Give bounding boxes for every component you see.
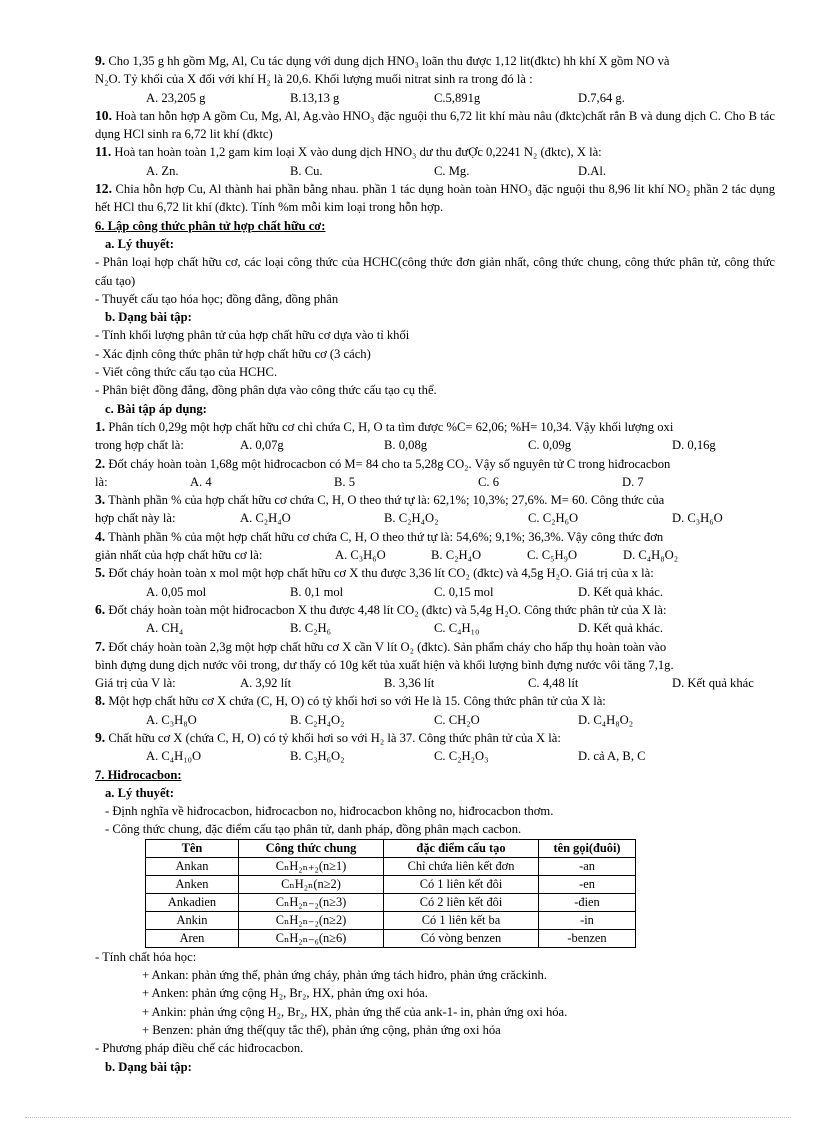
s6-question-6-options [95,619,775,637]
option-a: A. Zn. [146,163,179,178]
table-row [146,911,636,929]
col-header-structure: đặc điểm cấu tạo [384,839,539,857]
s6-question-4: 4. Thành phần % của một hợp chất hữu cơ chứa C, H, O theo thứ tự là: 54,6%; 9,1%; 36,3%. Vậy công thức đơn [95,528,664,544]
cell-structure: Có 1 liên kết đôi [384,875,539,893]
cell-formula: CₙH₂ₙ(n≥2) [239,875,384,893]
option-c: C. C₅H₉O [527,548,578,563]
question-12: 12. Chia hỗn hợp Cu, Al thành hai phần bằng nhau. phần 1 tác dụng hoàn toàn HNO₃ đặc nguội thu 8,96 lit khí NO₂ phần 2 tác dụng hết HCl thu 6,72 lit khí (đktc). Tính %m mỗi kim loại trong hỗn hợp. [95,181,775,215]
s6-question-8: 8. Một hợp chất hữu cơ X chứa (C, H, O) có tỷ khối hơi so với He là 15. Công thức phân tử của X là: [95,693,606,709]
section-6-type-2: - Xác định công thức phân tử hợp chất hữu cơ (3 cách) [95,346,371,361]
section-7-prop-benzen: + Benzen: phản ứng thế(quy tắc thế), phản ứng cộng, phản ứng oxi hóa [142,1022,501,1037]
question-11: 11. Hoà tan hoàn toàn 1,2 gam kim loại X vào dung dịch HNO₃ dư thu đưỢc 0,2241 N₂ (đktc), X là: [95,144,602,160]
option-a: A. 3,92 lít [240,676,292,691]
option-d: D. C₃H₆O [672,511,723,526]
section-7-prep: - Phương pháp điều chế các hiđrocacbon. [95,1041,304,1056]
cell-formula: CₙH₂ₙ₋₆(n≥6) [239,929,384,947]
s6-question-3: 3. Thành phần % của hợp chất hữu cơ chứa C, H, O theo thứ tự là: 62,1%; 10,3%; 27,6%. M= 60. Công thức của [95,492,665,508]
option-c: C. 0,15 mol [434,584,494,599]
s6-question-3-cont: hợp chất này là: A. C₂H₄O B. C₂H₄O₂ C. C₂H₆O D. C₃H₆O [95,509,775,527]
cell-structure: Có 1 liên kết ba [384,911,539,929]
option-d: D.Al. [578,163,606,178]
table-row [146,893,636,911]
option-b: B. C₂H₄O₂ [290,712,345,727]
cell-name: Ankan [146,857,239,875]
option-b: B. C₂H₄O₂ [384,511,439,526]
option-a: A. CH₄ [146,621,184,636]
section-6-types-heading: b. Dạng bài tập: [105,310,192,325]
s6-question-2-cont: là: A. 4 B. 5 C. 6 D. 7 [95,473,775,491]
option-d: D. Kết quả khác. [578,621,663,636]
cell-suffix: -đien [539,893,636,911]
option-b: B.13,13 g [290,90,340,105]
s6-question-1-cont: trong hợp chất là: A. 0,07g B. 0,08g C. 0,09g D. 0,16g [95,436,775,454]
cell-name: Aren [146,929,239,947]
option-c: C. 6 [478,474,499,489]
s6-question-9: 9. Chất hữu cơ X (chứa C, H, O) có tỷ khối hơi so với H₂ là 37. Công thức phân tử của X là: [95,729,561,745]
question-9-line1: 9. Cho 1,35 g hh gồm Mg, Al, Cu tác dụng với dung dịch HNO₃ loãn thu được 1,12 lit(đktc) hh khí X gồm NO và [95,53,670,68]
option-c: C. 0,09g [528,438,572,453]
s6-question-7-cont: Giá trị của V là: A. 3,92 lít B. 3,36 lít C. 4,48 lít D. Kết quả khác [95,674,775,692]
option-d: D.7,64 g. [578,90,625,105]
section-7-theory-1: - Định nghĩa về hiđrocacbon, hiđrocacbon no, hiđrocacbon không no, hiđrocacbon thơm. [105,804,554,819]
table-header-row [146,839,636,857]
question-10: 10. Hoà tan hỗn hợp A gồm Cu, Mg, Al, Ag.vào HNO₃ đặc nguội thu 6,72 lit khí màu nâu (đktc)chất rắn B và dung dịch C. Cho B tác dụng HCl sinh ra 6,72 lit khí (đktc) [95,107,775,142]
cell-name: Ankadien [146,893,239,911]
cell-formula: CₙH₂ₙ₊₂(n≥1) [239,857,384,875]
document-page [95,52,775,1076]
cell-structure: Chỉ chứa liên kết đơn [384,857,539,875]
option-a: A. 23,205 g [146,90,206,105]
section-6-type-3: - Viết công thức cấu tạo của HCHC. [95,365,278,380]
section-7-prop-ankan: + Ankan: phản ứng thế, phản ứng cháy, phản ứng tách hiđro, phản ứng crăckinh. [142,968,548,983]
option-b: B. 5 [334,474,355,489]
section-7-props-heading: - Tính chất hóa học: [95,949,197,964]
option-c: C. CH₂O [434,712,480,727]
cell-suffix: -an [539,857,636,875]
s6-question-5: 5. Đốt cháy hoàn toàn x mol một hợp chất hữu cơ X thu được 3,36 lít CO₂ (đktc) và 4,5g H₂O. Giá trị của x là: [95,565,654,581]
option-c: C. 4,48 lít [528,676,579,691]
question-9-options [95,89,775,107]
s6-question-1: 1. Phân tích 0,29g một hợp chất hữu cơ chỉ chứa C, H, O ta tìm được %C= 62,06; %H= 10,34. Vậy khối lượng oxi [95,418,674,434]
section-7-theory-heading: a. Lý thuyết: [105,785,174,800]
section-7-prop-anken: + Anken: phản ứng cộng H₂, Br₂, HX, phản ứng oxi hóa. [142,986,428,1001]
option-c: C. Mg. [434,163,470,178]
option-d: D. 0,16g [672,438,716,453]
cell-name: Anken [146,875,239,893]
option-b: B. C₂H₄O [431,548,482,563]
section-7-types-heading: b. Dạng bài tập: [105,1059,192,1074]
s6-question-7: 7. Đốt cháy hoàn toàn 2,3g một hợp chất hữu cơ X cần V lít O₂ (đktc). Sản phẩm cháy cho hấp thụ hoàn toàn vào [95,638,667,654]
section-7-heading: 7. Hiđrocacbon: [95,767,182,782]
option-c: C. C₂H₆O [528,511,579,526]
option-a: A. 0,07g [240,438,284,453]
option-c: C. C₂H₂O₃ [434,749,489,764]
option-b: B. C₂H₆ [290,621,331,636]
col-header-suffix: tên gọi(đuôi) [539,839,636,857]
section-6-type-1: - Tính khối lượng phân tử của hợp chất hữu cơ dựa vào tỉ khối [95,328,410,343]
table-row [146,857,636,875]
s6-question-8-options [95,711,775,729]
section-6-heading: 6. Lập công thức phân tử hợp chất hữu cơ: [95,218,326,233]
option-a: A. C₂H₄O [240,511,291,526]
option-b: B. C₃H₆O₂ [290,749,345,764]
option-d: D. 7 [622,474,644,489]
option-b: B. 0,1 mol [290,584,344,599]
section-7-prop-ankin: + Ankin: phản ứng cộng H₂, Br₂, HX, phản ứng thế của ank-1- in, phản ứng oxi hóa. [142,1004,568,1019]
question-11-options [95,162,775,180]
option-b: B. Cu. [290,163,323,178]
section-7-theory-2: - Công thức chung, đặc điểm cấu tạo phân tử, danh pháp, đồng phân mạch cacbon. [105,822,522,837]
section-6-theory-1: - Phân loại hợp chất hữu cơ, các loại công thức của HCHC(công thức đơn giản nhất, công thức chung, công thức phân tử, công thức cấu tạo) [95,255,775,288]
option-d: D. C₄H₈O₂ [623,548,679,563]
option-a: A. C₃H₈O [146,712,197,727]
cell-structure: Có 2 liên kết đôi [384,893,539,911]
cell-suffix: -en [539,875,636,893]
option-b: B. 3,36 lít [384,676,435,691]
option-b: B. 0,08g [384,438,428,453]
option-a: A. 0,05 mol [146,584,207,599]
cell-name: Ankin [146,911,239,929]
option-a: A. C₃H₆O [335,548,386,563]
hydrocarbon-table [145,839,636,948]
cell-formula: CₙH₂ₙ₋₂(n≥3) [239,893,384,911]
cell-formula: CₙH₂ₙ₋₂(n≥2) [239,911,384,929]
col-header-name: Tên [146,839,239,857]
s6-question-2: 2. Đốt cháy hoàn toàn 1,68g một hiđrocacbon có M= 84 cho ta 5,28g CO₂. Vậy số nguyên tử C trong hiđrocacbon [95,455,671,471]
option-a: A. C₄H₁₀O [146,749,202,764]
option-c: C. C₄H₁₀ [434,621,480,636]
section-6-type-4: - Phân biệt đồng đẳng, đồng phân dựa vào công thức cấu tạo cụ thể. [95,383,437,398]
s6-question-5-options [95,583,775,601]
cell-structure: Có vòng benzen [384,929,539,947]
option-c: C.5,891g [434,90,481,105]
option-d: D. Kết quả khác. [578,584,663,599]
question-9-line2: N₂O. Tỷ khối của X đối với khí H₂ là 20,6. Khối lượng muối nitrat sinh ra trong đó là : [95,72,533,87]
table-row [146,929,636,947]
s6-question-9-options [95,747,775,765]
section-6-theory-heading: a. Lý thuyết: [105,236,174,251]
s6-question-6: 6. Đốt cháy hoàn toàn một hiđrocacbon X thu được 4,48 lít CO₂ (đktc) và 5,4g H₂O. Công thức phân tử của X là: [95,601,667,617]
s6-question-4-cont: giản nhất của hợp chất hữu cơ là: A. C₃H₆O B. C₂H₄O C. C₅H₉O D. C₄H₈O₂ [95,546,775,564]
cell-suffix: -in [539,911,636,929]
option-d: D. cả A, B, C [578,749,646,764]
cell-suffix: -benzen [539,929,636,947]
section-6-apply-heading: c. Bài tập áp dụng: [105,401,207,416]
s6-question-7-line2: bình đựng dung dịch nước vôi trong, dư thấy có 10g kết tủa xuất hiện và khối lượng bình đựng nước vôi tăng 7,1g. [95,657,674,672]
table-row [146,875,636,893]
option-d: D. Kết quả khác [672,676,754,691]
option-a: A. 4 [190,474,212,489]
section-6-theory-2: - Thuyết cấu tạo hóa học; đồng đẳng, đồng phân [95,291,339,306]
option-d: D. C₄H₈O₂ [578,712,634,727]
col-header-formula: Công thức chung [239,839,384,857]
page-bottom-border [25,1117,791,1118]
